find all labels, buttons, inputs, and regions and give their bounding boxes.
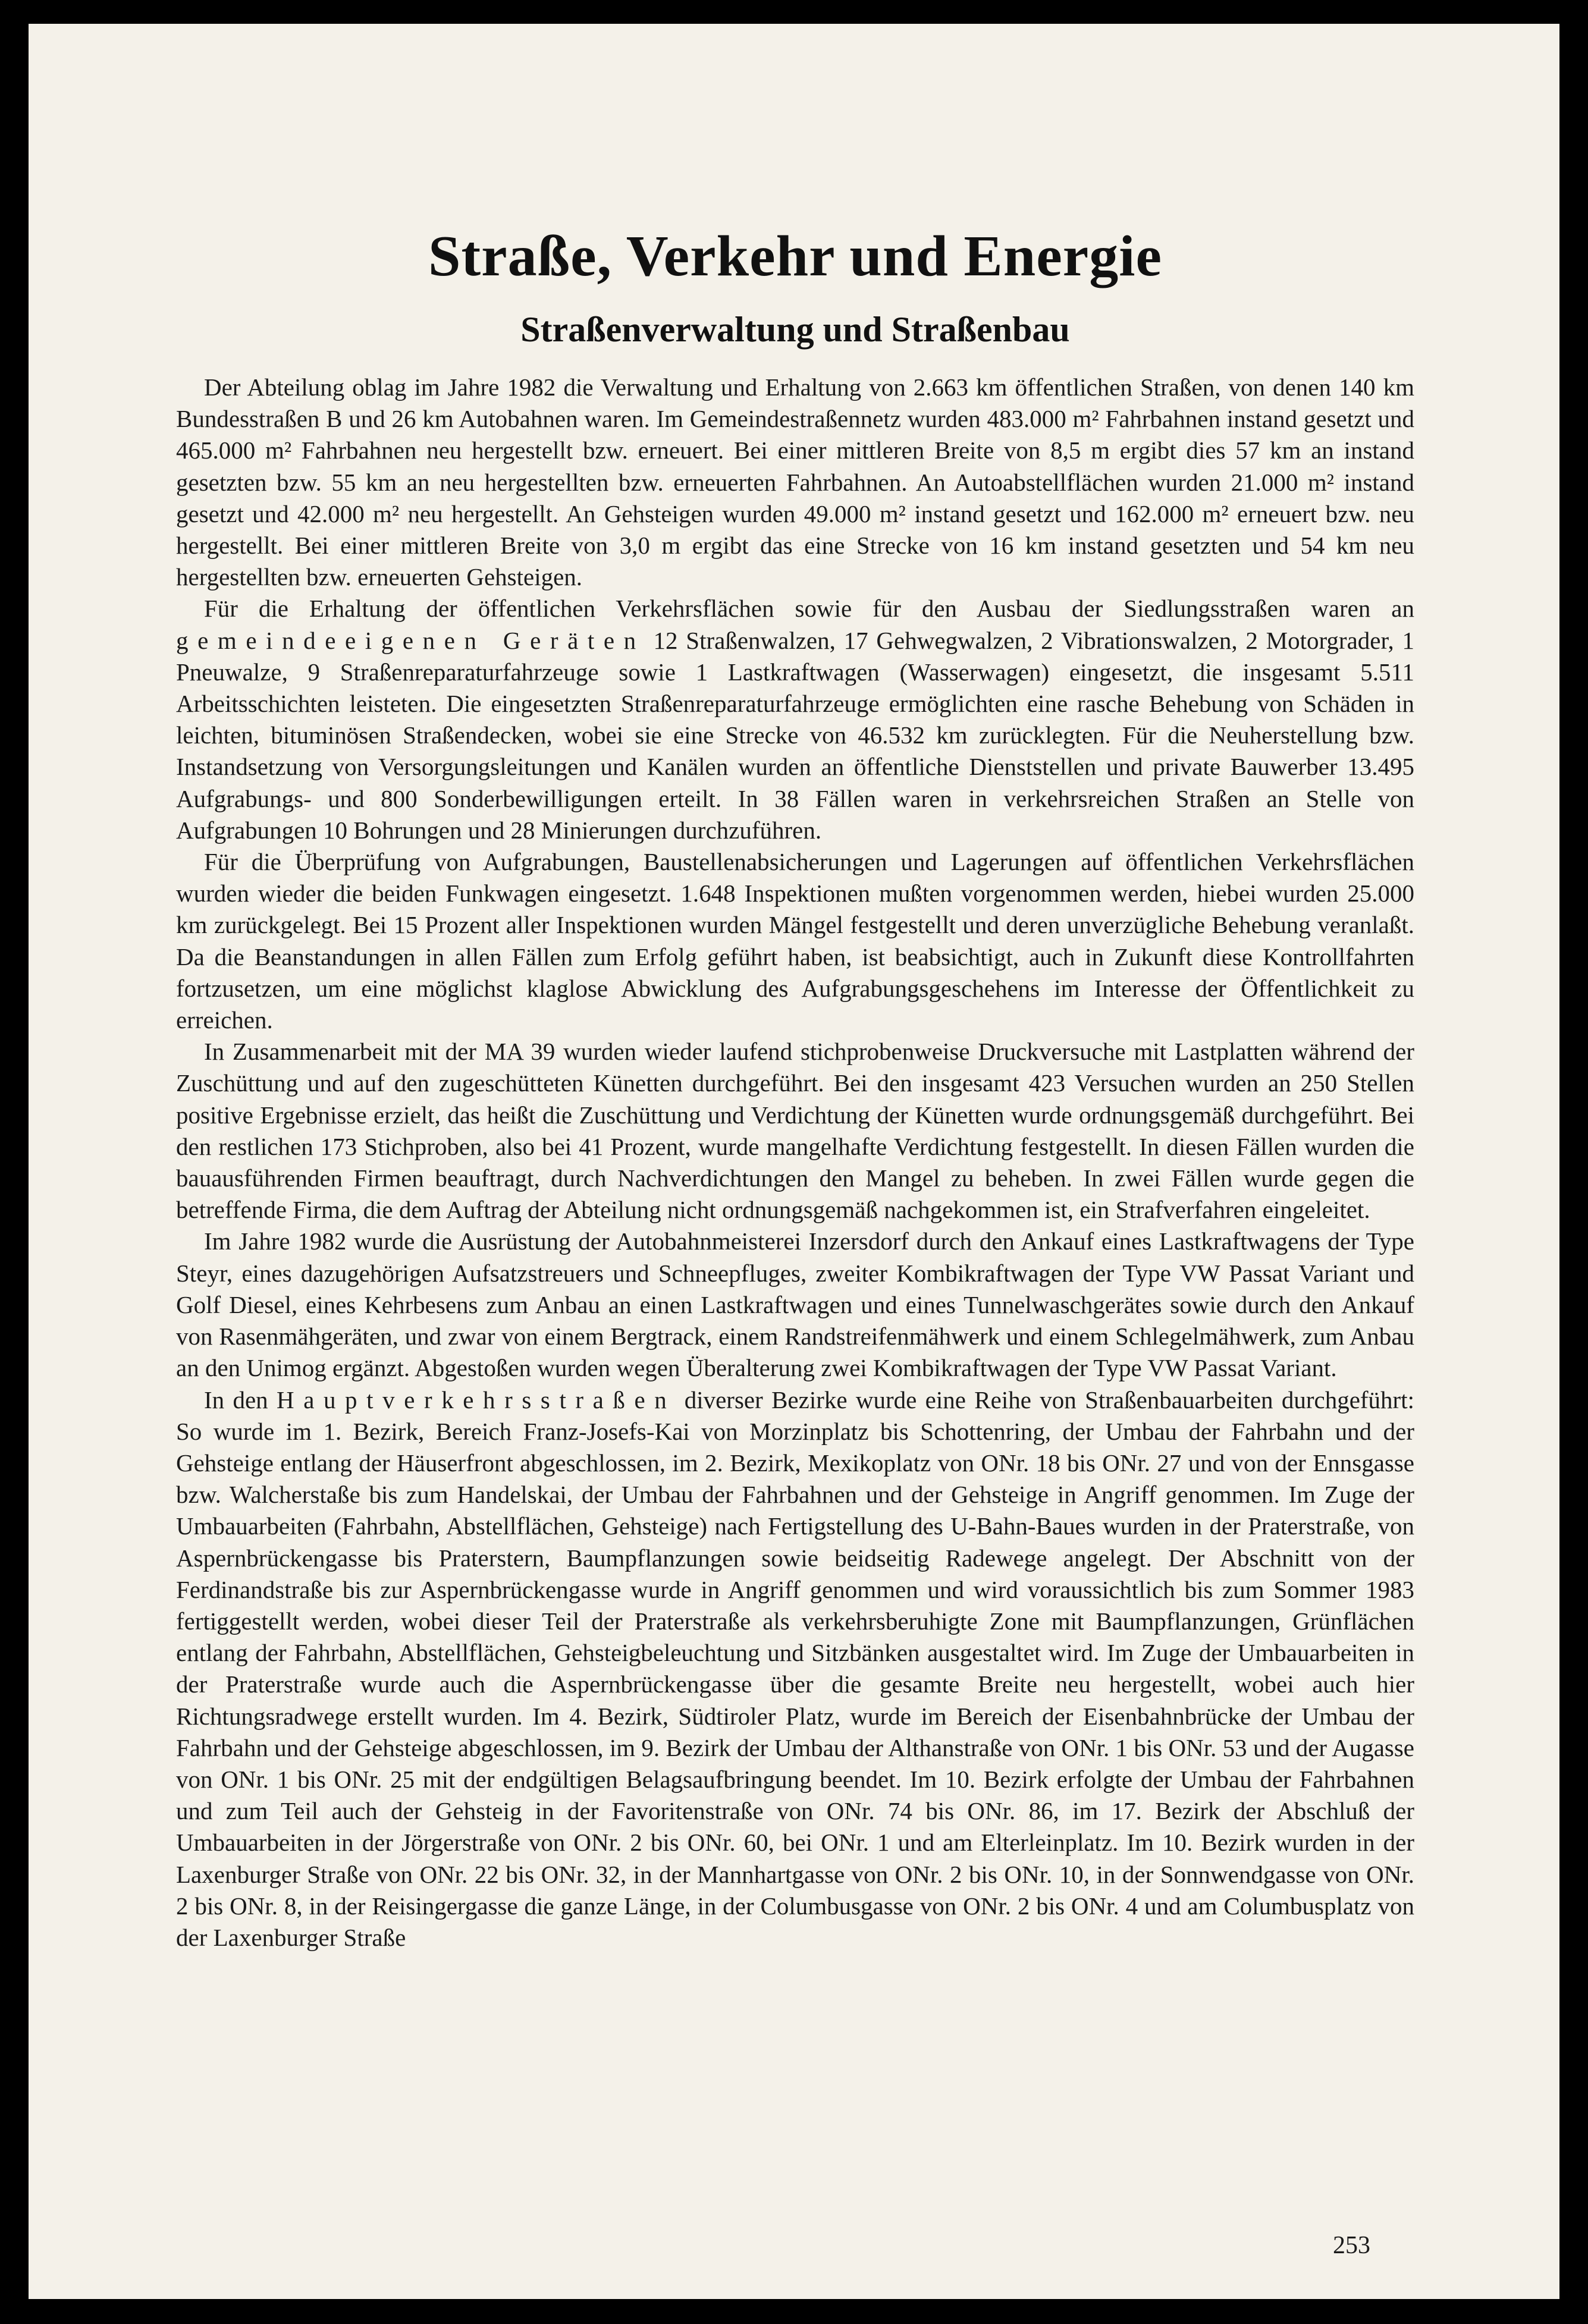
section-subtitle: Straßenverwaltung und Straßenbau <box>520 310 1070 349</box>
paragraph-5: Im Jahre 1982 wurde die Ausrüstung der Autobahnmeisterei Inzersdorf durch den Ankauf eines Lastkraftwagens der Type Steyr, eines dazugehörigen Aufsatzstreuers und Schneepfluges, zweiter Kombikraftwagen der Type VW Passat Variant und Golf Diesel, eines Kehrbesens zum Anbau an einen Lastkraftwagen und eines Tunnelwaschgerätes sowie durch den Ankauf von Rasenmähgeräten, und zwar von einem Bergtrack, einem Randstreifenmähwerk und einem Schlegelmähwerk, zum Anbau an den Unimog ergänzt. Abgestoßen wurden wegen Überalterung zwei Kombikraftwagen der Type VW Passat Variant. <box>176 1227 1414 1382</box>
paragraph-4: In Zusammenarbeit mit der MA 39 wurden wieder laufend stichprobenweise Druckversuche mit Lastplatten während der Zuschüttung und auf den zugeschütteten Künetten durchgeführt. Bei den insgesamt 423 Versuchen wurden an 250 Stellen positive Ergebnisse erzielt, das heißt die Zuschüttung und Verdichtung der Künetten wurde ordnungsgemäß durchgeführt. Bei den restlichen 173 Stichproben, also bei 41 Prozent, wurde mangelhafte Verdichtung festgestellt. In diesen Fällen wurden die bauausführenden Firmen beauftragt, durch Nachverdichtungen den Mangel zu beheben. In zwei Fällen wurde gegen die betreffende Firma, die dem Auftrag der Abteilung nicht ordnungsgemäß nachgekommen ist, ein Strafverfahren eingeleitet. <box>176 1038 1414 1224</box>
paragraph-2-text-after: 12 Straßenwalzen, 17 Gehwegwalzen, 2 Vibrationswalzen, 2 Motorgrader, 1 Pneuwalze, 9 Straßenreparaturfahrzeuge sowie 1 Lastkraftwagen (Wasserwagen) eingesetzt, die insgesamt 5.511 Arbeitsschichten leisteten. Die eingesetzten Straßenreparaturfahrzeuge ermöglichten eine rasche Behebung von Schäden in leichten, bituminösen Straßendecken, wobei sie eine Strecke von 46.532 km zurücklegten. Für die Neuherstellung bzw. Instandsetzung von Versorgungsleitungen und Kanälen wurden an öffentliche Dienststellen und private Bauwerber 13.495 Aufgrabungs- und 800 Sonderbewilligungen erteilt. In 38 Fällen waren in verkehrsreichen Straßen an Stelle von Aufgrabungen 10 Bohrungen und 28 Minierungen durchzuführen. <box>176 626 1415 844</box>
paragraph-3: Für die Überprüfung von Aufgrabungen, Baustellenabsicherungen und Lagerungen auf öffentlichen Verkehrsflächen wurden wieder die beiden Funkwagen eingesetzt. 1.648 Inspektionen mußten vorgenommen werden, hiebei wurden 25.000 km zurückgelegt. Bei 15 Prozent aller Inspektionen wurden Mängel festgestellt und deren unverzügliche Behebung veranlaßt. Da die Beanstandungen in allen Fällen zum Erfolg geführt haben, ist beabsichtigt, auch in Zukunft diese Kontrollfahrten fortzusetzen, um eine möglichst klaglose Abwicklung des Aufgrabungsgeschehens im Interesse der Öffentlichkeit zu erreichen. <box>176 848 1414 1034</box>
paragraph-6-text-after: diverser Bezirke wurde eine Reihe von Straßenbauarbeiten durchgeführt: So wurde im 1. Bezirk, Bereich Franz-Josefs-Kai von Morzinplatz bis Schottenring, der Umbau der Fahrbahn und der Gehsteige entlang der Häuserfront abgeschlossen, im 2. Bezirk, Mexikoplatz von ONr. 18 bis ONr. 27 und von der Ennsgasse bzw. Walcherstaße bis zum Handelskai, der Umbau der Fahrbahnen und der Gehsteige in Angriff genommen. Im Zuge der Umbauarbeiten (Fahrbahn, Abstellflächen, Gehsteige) nach Fertigstellung des U-Bahn-Baues wurden in der Praterstraße, von Aspernbrückengasse bis Praterstern, Baumpflanzungen sowie beidseitig Radewege angelegt. Der Abschnitt von der Ferdinandstraße bis zur Aspernbrückengasse wurde in Angriff genommen und wird voraussichtlich bis zum Sommer 1983 fertiggestellt werden, wobei dieser Teil der Praterstraße als verkehrsberuhigte Zone mit Baumpflanzungen, Grünflächen entlang der Fahrbahn, Abstellflächen, Gehsteigbeleuchtung und Sitzbänken ausgestaltet wird. Im Zuge der Umbauarbeiten in der Praterstraße wurde auch die Aspernbrückengasse über die gesamte Breite neu hergestellt, wobei auch hier Richtungsradwege erstellt wurden. Im 4. Bezirk, Südtiroler Platz, wurde im Bereich der Eisenbahnbrücke der Umbau der Fahrbahn und der Gehsteige abgeschlossen, im 9. Bezirk der Umbau der Althanstraße von ONr. 1 bis ONr. 53 und der Augasse von ONr. 1 bis ONr. 25 mit der endgültigen Belagsaufbringung beendet. Im 10. Bezirk erfolgte der Umbau der Fahrbahnen und zum Teil auch der Gehsteig in der Favoritenstraße von ONr. 74 bis ONr. 86, im 17. Bezirk der Abschluß der Umbauarbeiten in der Jörgerstraße von ONr. 2 bis ONr. 60, bei ONr. 1 und am Elterleinplatz. Im 10. Bezirk wurden in der Laxenburger Straße von ONr. 22 bis ONr. 32, in der Mannhartgasse von ONr. 2 bis ONr. 10, in der Sonnwendgasse von ONr. 2 bis ONr. 8, in der Reisingergasse die ganze Länge, in der Columbusgasse von ONr. 2 bis ONr. 4 und am Columbusplatz von der Laxenburger Straße <box>176 1386 1414 1951</box>
document-page <box>29 24 1559 2299</box>
page-title: Straße, Verkehr und Energie <box>428 224 1162 288</box>
paragraph-2-spaced-term: gemeindeeigenen Geräten <box>176 626 645 654</box>
paragraph-6-text-before: In den <box>204 1386 268 1414</box>
paragraph-2-text-before: Für die Erhaltung der öffentlichen Verkehrsflächen sowie für den Ausbau der Siedlungsstraßen waren an <box>204 595 1414 623</box>
paragraph-1: Der Abteilung oblag im Jahre 1982 die Verwaltung und Erhaltung von 2.663 km öffentlichen Straßen, von denen 140 km Bundesstraßen B und 26 km Autobahnen waren. Im Gemeindestraßennetz wurden 483.000 m² Fahrbahnen instand gesetzt und 465.000 m² Fahrbahnen neu hergestellt bzw. erneuert. Bei einer mittleren Breite von 8,5 m ergibt dies 57 km an instand gesetzten bzw. 55 km an neu hergestellten bzw. erneuerten Fahrbahnen. An Autoabstellflächen wurden 21.000 m² instand gesetzt und 42.000 m² neu hergestellt. An Gehsteigen wurden 49.000 m² instand gesetzt und 162.000 m² erneuert bzw. neu hergestellt. Bei einer mittleren Breite von 3,0 m ergibt das eine Strecke von 16 km instand gesetzten und 54 km neu hergestellten bzw. erneuerten Gehsteigen. <box>176 373 1414 591</box>
paragraph-2 <box>176 593 1414 846</box>
page-number: 253 <box>1333 2232 1370 2259</box>
paragraph-6 <box>176 1384 1414 1954</box>
paragraph-6-spaced-term: Hauptverkehrsstraßen <box>277 1386 676 1414</box>
body-text <box>176 372 1414 1954</box>
